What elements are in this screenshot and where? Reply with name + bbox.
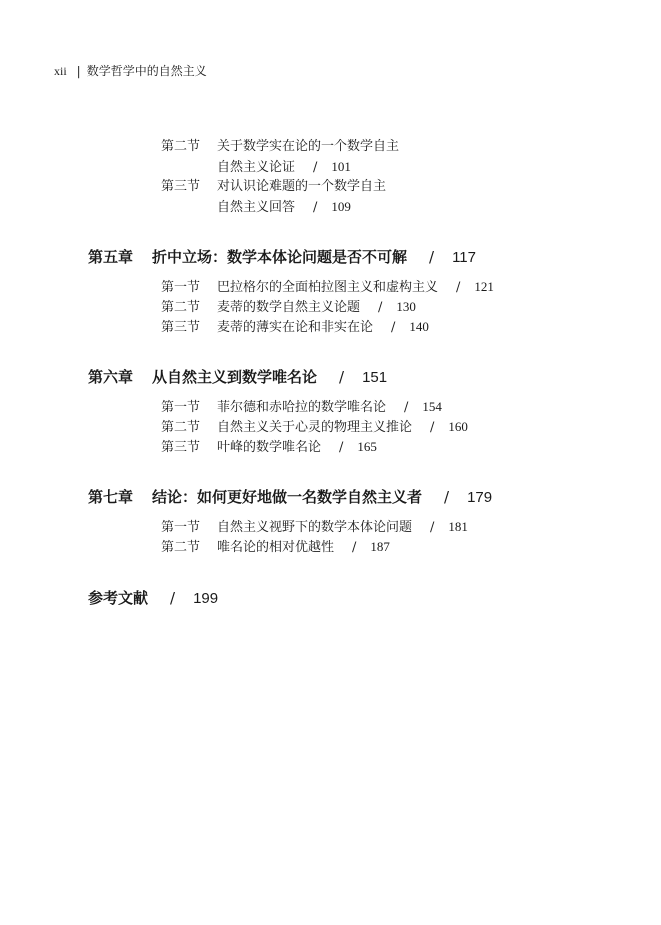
section-page: 160 (448, 419, 468, 434)
page-number: xii (54, 64, 67, 78)
section-title: 麦蒂的数学自然主义论题 (217, 300, 361, 315)
separator-slash: / (430, 420, 435, 435)
section-title: 对认识论难题的一个数学自主 (217, 179, 387, 194)
section-title: 唯名论的相对优越性 (217, 540, 335, 555)
section-number: 第三节 (161, 320, 201, 335)
chapter-number: 第五章 (88, 248, 134, 266)
section-number: 第二节 (161, 540, 201, 555)
separator-slash: / (444, 488, 450, 506)
section-page: 109 (331, 199, 351, 214)
section-number: 第一节 (161, 400, 201, 415)
toc-section-entry[interactable] (161, 538, 390, 557)
running-head (54, 63, 207, 79)
section-title: 自然主义论证 (217, 160, 296, 175)
references-title: 参考文献 (88, 589, 149, 607)
section-title: 叶峰的数学唯名论 (217, 440, 322, 455)
toc-section-entry[interactable] (161, 418, 468, 437)
section-page: 187 (370, 539, 390, 554)
chapter-number: 第七章 (88, 488, 134, 506)
chapter-title: 折中立场：数学本体论问题是否不可解 (152, 248, 408, 266)
toc-section-entry[interactable] (161, 518, 468, 537)
section-page: 165 (357, 439, 377, 454)
separator-slash: / (456, 280, 461, 295)
separator-slash: / (170, 589, 176, 607)
section-title: 自然主义关于心灵的物理主义推论 (217, 420, 413, 435)
section-number: 第二节 (161, 139, 201, 154)
separator-slash: / (352, 540, 357, 555)
section-title: 麦蒂的薄实在论和非实在论 (217, 320, 374, 335)
toc-section-entry[interactable] (161, 178, 386, 196)
section-number: 第三节 (161, 179, 201, 194)
separator-slash: / (391, 320, 396, 335)
section-title: 菲尔德和赤哈拉的数学唯名论 (217, 400, 387, 415)
section-page: 140 (409, 319, 429, 334)
section-page: 154 (422, 399, 442, 414)
toc-section-entry[interactable] (161, 438, 377, 457)
separator-slash: / (429, 248, 435, 266)
separator-slash: / (430, 520, 435, 535)
separator-slash: / (404, 400, 409, 415)
toc-section-entry[interactable] (161, 278, 494, 297)
toc-section-entry[interactable] (161, 298, 416, 317)
chapter-page: 179 (467, 489, 493, 506)
toc-section-entry-continued[interactable] (217, 158, 351, 177)
toc-section-entry-continued[interactable] (217, 198, 351, 217)
separator-slash: / (313, 200, 318, 215)
references-page: 199 (193, 590, 219, 607)
toc-chapter-entry[interactable] (88, 487, 492, 508)
section-number: 第一节 (161, 280, 201, 295)
section-page: 101 (331, 159, 351, 174)
header-separator: | (76, 64, 81, 78)
chapter-title: 结论：如何更好地做一名数学自然主义者 (152, 488, 423, 506)
section-title: 巴拉格尔的全面柏拉图主义和虚构主义 (217, 280, 439, 295)
section-title: 关于数学实在论的一个数学自主 (217, 139, 400, 154)
section-title: 自然主义视野下的数学本体论问题 (217, 520, 413, 535)
section-number: 第二节 (161, 300, 201, 315)
chapter-page: 117 (452, 249, 476, 266)
toc-section-entry[interactable] (161, 138, 399, 156)
section-page: 130 (396, 299, 416, 314)
book-title: 数学哲学中的自然主义 (86, 64, 207, 78)
section-number: 第一节 (161, 520, 201, 535)
section-number: 第三节 (161, 440, 201, 455)
chapter-number: 第六章 (88, 368, 134, 386)
section-number: 第二节 (161, 420, 201, 435)
separator-slash: / (378, 300, 383, 315)
section-title: 自然主义回答 (217, 200, 296, 215)
separator-slash: / (313, 160, 318, 175)
separator-slash: / (339, 368, 345, 386)
section-page: 181 (448, 519, 468, 534)
toc-section-entry[interactable] (161, 398, 442, 417)
toc-chapter-entry[interactable] (88, 367, 387, 388)
section-page: 121 (474, 279, 494, 294)
toc-chapter-entry[interactable] (88, 247, 476, 268)
chapter-page: 151 (362, 369, 388, 386)
chapter-title: 从自然主义到数学唯名论 (152, 368, 318, 386)
toc-references-entry[interactable] (88, 588, 218, 609)
toc-section-entry[interactable] (161, 318, 429, 337)
separator-slash: / (339, 440, 344, 455)
